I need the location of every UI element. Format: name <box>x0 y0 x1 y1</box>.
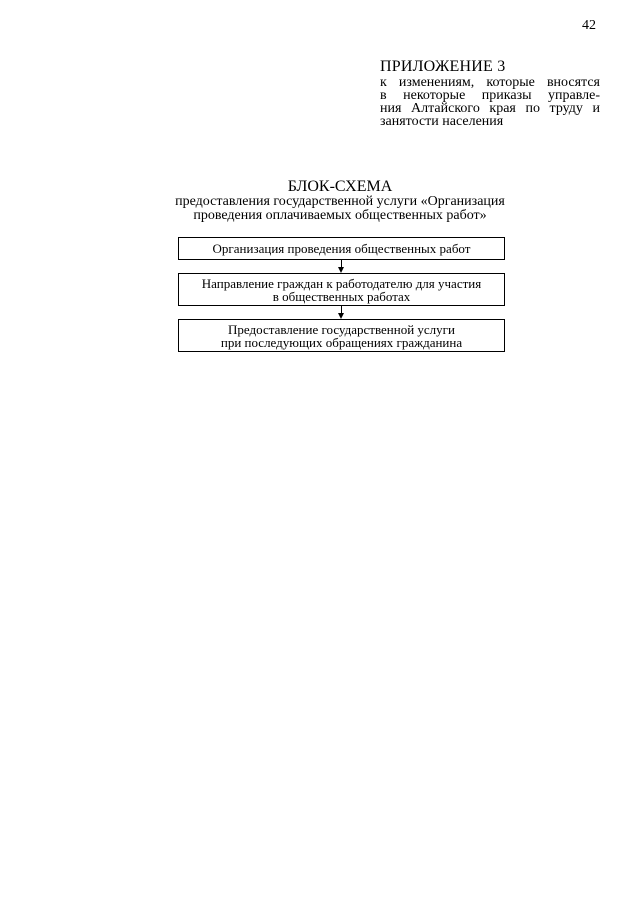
flowchart-heading <box>120 178 560 223</box>
page-number: 42 <box>582 18 596 33</box>
flow-step-text: Организация проведения общественных работ <box>212 241 471 256</box>
flow-step-text: в общественных работах <box>272 288 411 304</box>
appendix-title: ПРИЛОЖЕНИЕ 3 <box>380 58 506 75</box>
heading-title: БЛОК-СХЕМА <box>287 178 393 195</box>
flow-arrow-down <box>178 260 505 273</box>
flow-step-organization <box>178 237 505 260</box>
arrow-head-icon <box>338 313 344 319</box>
flow-arrow-down <box>178 306 505 319</box>
appendix-line: занятости населения <box>380 114 504 129</box>
appendix-line: к изменениям, которые вносятся <box>380 75 600 90</box>
flow-step-text: при последующих обращениях гражданина <box>220 334 463 350</box>
flow-step-text: Предоставление государственной услуги <box>228 321 455 337</box>
arrow-head-icon <box>338 267 344 273</box>
flowchart <box>178 237 505 352</box>
appendix-line: в некоторые приказы управле- <box>380 88 600 103</box>
appendix-line: ния Алтайского края по труду и <box>380 101 600 116</box>
flow-step-provision <box>178 319 505 352</box>
flow-step-referral <box>178 273 505 306</box>
flow-step-text: Направление граждан к работодателю для участия <box>201 275 482 291</box>
appendix-block <box>380 58 600 128</box>
heading-subtitle-line: предоставления государственной услуги «Организация <box>175 194 505 209</box>
heading-subtitle-line: проведения оплачиваемых общественных работ» <box>193 208 487 223</box>
